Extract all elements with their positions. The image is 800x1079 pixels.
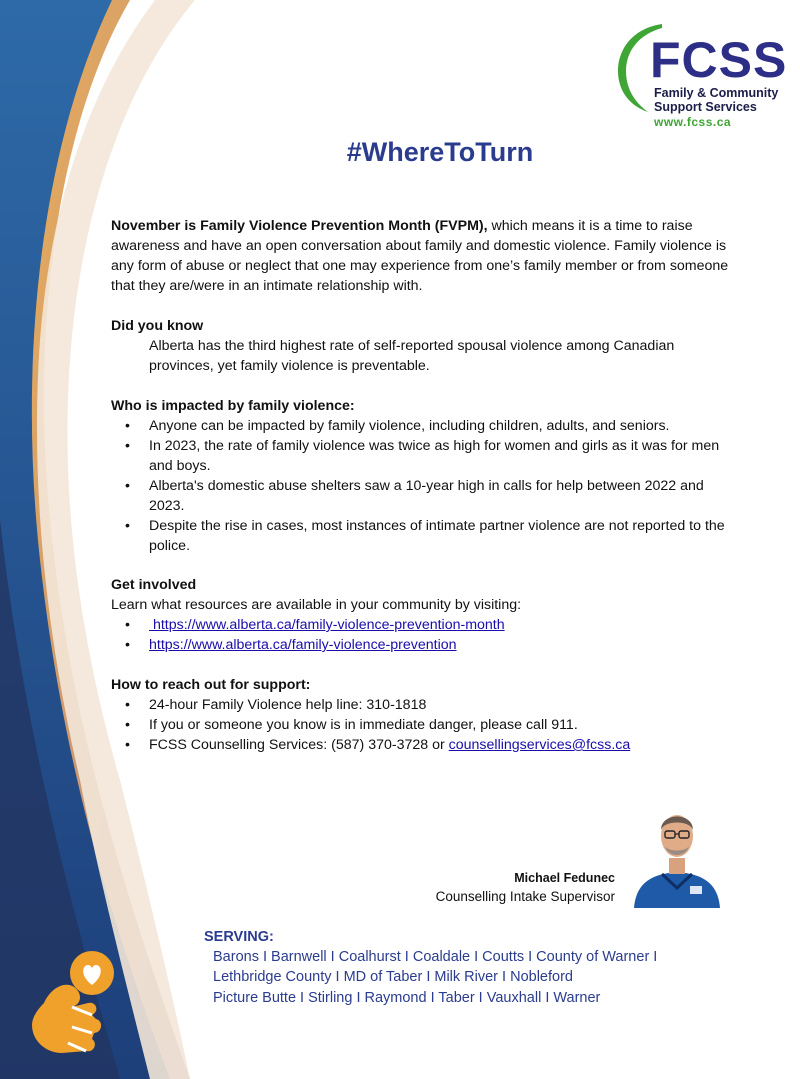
page-title: #WhereToTurn: [346, 137, 534, 167]
intro-bold-text: November is Family Violence Prevention Month (FVPM),: [111, 218, 488, 234]
list-item: • Despite the rise in cases, most instances of intimate partner violence are not reported to the police.: [111, 516, 741, 556]
did-you-know-text: Alberta has the third highest rate of self-reported spousal violence among Canadian provinces, yet family violence is preventable.: [149, 338, 675, 374]
intro-paragraph: [111, 216, 741, 296]
impacted-list: [111, 416, 741, 556]
contact-photo: [632, 800, 722, 908]
fcss-logo: [612, 16, 790, 130]
list-item: • In 2023, the rate of family violence was twice as high for women and girls as it was for men and boys.: [111, 436, 741, 476]
list-item: • Anyone can be impacted by family violence, including children, adults, and seniors.: [111, 416, 741, 436]
logo-tagline: Family & Community: [654, 86, 779, 100]
counselling-text: FCSS Counselling Services: (587) 370-3728 or: [149, 737, 449, 753]
support-list: [111, 695, 741, 755]
support-section: [111, 675, 741, 755]
serving-heading: SERVING:: [204, 929, 274, 945]
section-heading: How to reach out for support:: [111, 677, 311, 693]
fv-prevention-link[interactable]: https://www.alberta.ca/family-violence-prevention: [149, 637, 457, 653]
serving-communities-line: Lethbridge County I MD of Taber I Milk River I Nobleford: [213, 969, 573, 985]
list-item: • Alberta's domestic abuse shelters saw a 10-year high in calls for help between 2022 and 2023.: [111, 476, 741, 516]
logo-tagline: Support Services: [654, 100, 757, 114]
get-involved-section: [111, 575, 741, 655]
impacted-section: [111, 396, 741, 556]
logo-website[interactable]: www.fcss.ca: [654, 115, 732, 129]
logo-wordmark: FCSS: [650, 32, 788, 88]
list-item: [111, 635, 741, 655]
serving-communities-line: Barons I Barnwell I Coalhurst I Coaldale I Coutts I County of Warner I: [213, 949, 658, 965]
serving-communities-line: Picture Butte I Stirling I Raymond I Taber I Vauxhall I Warner: [213, 990, 601, 1006]
resource-links-list: [111, 615, 741, 655]
section-heading: Did you know: [111, 318, 204, 334]
fvpm-link[interactable]: https://www.alberta.ca/family-violence-prevention-month: [149, 617, 505, 633]
contact-name: Michael Fedunec: [514, 871, 615, 885]
section-heading: Who is impacted by family violence:: [111, 398, 355, 414]
get-involved-text: Learn what resources are available in your community by visiting:: [111, 597, 522, 613]
hand-heart-icon: [22, 945, 122, 1075]
list-item: • If you or someone you know is in immediate danger, please call 911.: [111, 715, 741, 735]
counselling-email-link[interactable]: counsellingservices@fcss.ca: [448, 737, 631, 753]
list-item: [111, 735, 741, 755]
contact-title: Counselling Intake Supervisor: [435, 889, 615, 904]
section-heading: Get involved: [111, 577, 197, 593]
intro-text: which means it is a time to raise awareness and have an open conversation about family and domestic violence. Family violence is any form of abuse or neglect that one may experience from one’s family member or from someone that they are/were in an intimate relationship with.: [111, 218, 729, 294]
did-you-know-section: [111, 316, 741, 376]
list-item: [111, 615, 741, 635]
list-item: • 24-hour Family Violence help line: 310-1818: [111, 695, 741, 715]
